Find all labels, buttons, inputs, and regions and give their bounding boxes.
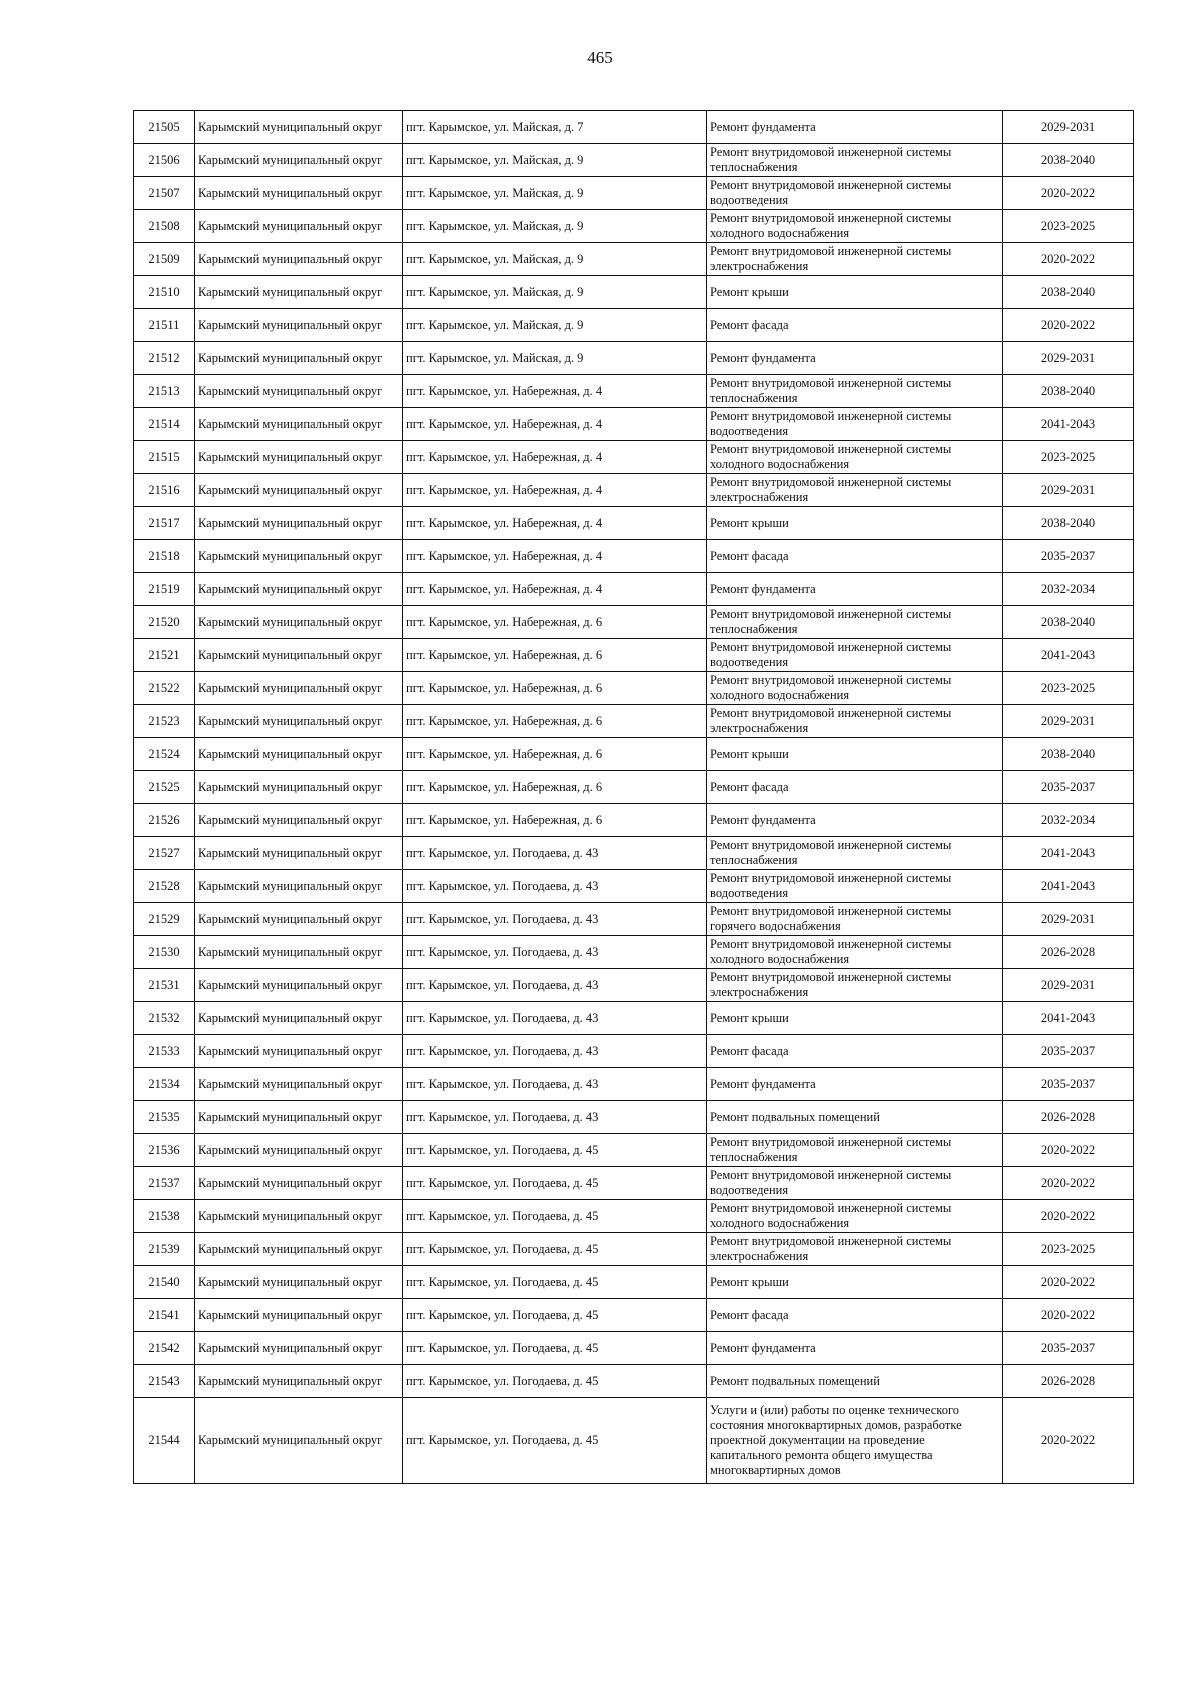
period-cell: 2038-2040 <box>1003 738 1134 771</box>
district-cell: Карымский муниципальный округ <box>195 606 403 639</box>
district-cell: Карымский муниципальный округ <box>195 540 403 573</box>
row-number-cell: 21508 <box>134 210 195 243</box>
district-cell: Карымский муниципальный округ <box>195 1101 403 1134</box>
row-number-cell: 21541 <box>134 1299 195 1332</box>
row-number-cell: 21539 <box>134 1233 195 1266</box>
district-cell: Карымский муниципальный округ <box>195 177 403 210</box>
row-number-cell: 21517 <box>134 507 195 540</box>
address-cell: пгт. Карымское, ул. Погодаева, д. 45 <box>403 1200 707 1233</box>
work-type-cell: Ремонт фасада <box>707 1299 1003 1332</box>
work-type-cell: Ремонт фундамента <box>707 342 1003 375</box>
work-type-cell: Ремонт внутридомовой инженерной системы теплоснабжения <box>707 1134 1003 1167</box>
work-type-cell: Ремонт внутридомовой инженерной системы водоотведения <box>707 1167 1003 1200</box>
address-cell: пгт. Карымское, ул. Набережная, д. 4 <box>403 408 707 441</box>
address-cell: пгт. Карымское, ул. Погодаева, д. 45 <box>403 1167 707 1200</box>
address-cell: пгт. Карымское, ул. Погодаева, д. 45 <box>403 1398 707 1484</box>
table-row <box>134 441 1134 474</box>
period-cell: 2029-2031 <box>1003 342 1134 375</box>
work-type-cell: Ремонт внутридомовой инженерной системы водоотведения <box>707 408 1003 441</box>
table-row <box>134 1398 1134 1484</box>
address-cell: пгт. Карымское, ул. Набережная, д. 6 <box>403 672 707 705</box>
address-cell: пгт. Карымское, ул. Набережная, д. 4 <box>403 507 707 540</box>
row-number-cell: 21506 <box>134 144 195 177</box>
row-number-cell: 21510 <box>134 276 195 309</box>
period-cell: 2029-2031 <box>1003 474 1134 507</box>
period-cell: 2038-2040 <box>1003 276 1134 309</box>
table-row <box>134 1365 1134 1398</box>
table-row <box>134 837 1134 870</box>
work-type-cell: Ремонт крыши <box>707 1266 1003 1299</box>
period-cell: 2020-2022 <box>1003 309 1134 342</box>
district-cell: Карымский муниципальный округ <box>195 738 403 771</box>
address-cell: пгт. Карымское, ул. Набережная, д. 6 <box>403 804 707 837</box>
address-cell: пгт. Карымское, ул. Погодаева, д. 43 <box>403 1002 707 1035</box>
district-cell: Карымский муниципальный округ <box>195 1035 403 1068</box>
row-number-cell: 21522 <box>134 672 195 705</box>
work-type-cell: Ремонт внутридомовой инженерной системы водоотведения <box>707 639 1003 672</box>
work-type-cell: Ремонт подвальных помещений <box>707 1365 1003 1398</box>
row-number-cell: 21525 <box>134 771 195 804</box>
row-number-cell: 21523 <box>134 705 195 738</box>
district-cell: Карымский муниципальный округ <box>195 639 403 672</box>
period-cell: 2035-2037 <box>1003 771 1134 804</box>
row-number-cell: 21537 <box>134 1167 195 1200</box>
page-number: 465 <box>587 48 613 67</box>
work-type-cell: Ремонт внутридомовой инженерной системы теплоснабжения <box>707 606 1003 639</box>
period-cell: 2035-2037 <box>1003 540 1134 573</box>
address-cell: пгт. Карымское, ул. Набережная, д. 4 <box>403 540 707 573</box>
table-row <box>134 1299 1134 1332</box>
period-cell: 2020-2022 <box>1003 1167 1134 1200</box>
address-cell: пгт. Карымское, ул. Погодаева, д. 43 <box>403 1035 707 1068</box>
work-type-cell: Ремонт фундамента <box>707 1332 1003 1365</box>
row-number-cell: 21509 <box>134 243 195 276</box>
district-cell: Карымский муниципальный округ <box>195 1266 403 1299</box>
work-type-cell: Ремонт внутридомовой инженерной системы теплоснабжения <box>707 837 1003 870</box>
address-cell: пгт. Карымское, ул. Погодаева, д. 45 <box>403 1134 707 1167</box>
period-cell: 2041-2043 <box>1003 639 1134 672</box>
period-cell: 2029-2031 <box>1003 969 1134 1002</box>
period-cell: 2038-2040 <box>1003 606 1134 639</box>
district-cell: Карымский муниципальный округ <box>195 474 403 507</box>
table-row <box>134 507 1134 540</box>
district-cell: Карымский муниципальный округ <box>195 1134 403 1167</box>
period-cell: 2032-2034 <box>1003 804 1134 837</box>
table-row <box>134 177 1134 210</box>
period-cell: 2038-2040 <box>1003 507 1134 540</box>
row-number-cell: 21533 <box>134 1035 195 1068</box>
district-cell: Карымский муниципальный округ <box>195 1299 403 1332</box>
address-cell: пгт. Карымское, ул. Погодаева, д. 43 <box>403 1101 707 1134</box>
work-type-cell: Ремонт внутридомовой инженерной системы холодного водоснабжения <box>707 1200 1003 1233</box>
address-cell: пгт. Карымское, ул. Погодаева, д. 43 <box>403 1068 707 1101</box>
address-cell: пгт. Карымское, ул. Погодаева, д. 45 <box>403 1233 707 1266</box>
district-cell: Карымский муниципальный округ <box>195 309 403 342</box>
row-number-cell: 21520 <box>134 606 195 639</box>
period-cell: 2023-2025 <box>1003 210 1134 243</box>
table-row <box>134 639 1134 672</box>
district-cell: Карымский муниципальный округ <box>195 1398 403 1484</box>
row-number-cell: 21529 <box>134 903 195 936</box>
table-row <box>134 705 1134 738</box>
period-cell: 2026-2028 <box>1003 1101 1134 1134</box>
address-cell: пгт. Карымское, ул. Погодаева, д. 43 <box>403 936 707 969</box>
work-type-cell: Ремонт внутридомовой инженерной системы холодного водоснабжения <box>707 210 1003 243</box>
address-cell: пгт. Карымское, ул. Майская, д. 9 <box>403 309 707 342</box>
work-type-cell: Ремонт фасада <box>707 540 1003 573</box>
district-cell: Карымский муниципальный округ <box>195 672 403 705</box>
work-type-cell: Ремонт внутридомовой инженерной системы электроснабжения <box>707 705 1003 738</box>
row-number-cell: 21531 <box>134 969 195 1002</box>
row-number-cell: 21507 <box>134 177 195 210</box>
period-cell: 2020-2022 <box>1003 243 1134 276</box>
address-cell: пгт. Карымское, ул. Набережная, д. 6 <box>403 738 707 771</box>
period-cell: 2029-2031 <box>1003 111 1134 144</box>
row-number-cell: 21505 <box>134 111 195 144</box>
work-type-cell: Ремонт фундамента <box>707 804 1003 837</box>
period-cell: 2032-2034 <box>1003 573 1134 606</box>
work-type-cell: Ремонт внутридомовой инженерной системы холодного водоснабжения <box>707 936 1003 969</box>
address-cell: пгт. Карымское, ул. Погодаева, д. 45 <box>403 1299 707 1332</box>
row-number-cell: 21542 <box>134 1332 195 1365</box>
table-row <box>134 870 1134 903</box>
table-row <box>134 1035 1134 1068</box>
address-cell: пгт. Карымское, ул. Набережная, д. 4 <box>403 474 707 507</box>
address-cell: пгт. Карымское, ул. Майская, д. 9 <box>403 210 707 243</box>
table-row <box>134 969 1134 1002</box>
work-type-cell: Ремонт крыши <box>707 276 1003 309</box>
work-type-cell: Ремонт внутридомовой инженерной системы электроснабжения <box>707 1233 1003 1266</box>
table-row <box>134 1134 1134 1167</box>
district-cell: Карымский муниципальный округ <box>195 705 403 738</box>
district-cell: Карымский муниципальный округ <box>195 111 403 144</box>
period-cell: 2038-2040 <box>1003 375 1134 408</box>
address-cell: пгт. Карымское, ул. Погодаева, д. 43 <box>403 903 707 936</box>
period-cell: 2035-2037 <box>1003 1332 1134 1365</box>
table-row <box>134 243 1134 276</box>
work-type-cell: Ремонт фундамента <box>707 111 1003 144</box>
table-row <box>134 606 1134 639</box>
district-cell: Карымский муниципальный округ <box>195 1068 403 1101</box>
row-number-cell: 21526 <box>134 804 195 837</box>
period-cell: 2020-2022 <box>1003 177 1134 210</box>
table-row <box>134 1101 1134 1134</box>
row-number-cell: 21530 <box>134 936 195 969</box>
address-cell: пгт. Карымское, ул. Майская, д. 9 <box>403 177 707 210</box>
address-cell: пгт. Карымское, ул. Погодаева, д. 43 <box>403 969 707 1002</box>
district-cell: Карымский муниципальный округ <box>195 936 403 969</box>
period-cell: 2041-2043 <box>1003 837 1134 870</box>
table-row <box>134 210 1134 243</box>
work-type-cell: Ремонт внутридомовой инженерной системы горячего водоснабжения <box>707 903 1003 936</box>
period-cell: 2020-2022 <box>1003 1266 1134 1299</box>
table-row <box>134 474 1134 507</box>
address-cell: пгт. Карымское, ул. Набережная, д. 4 <box>403 375 707 408</box>
row-number-cell: 21518 <box>134 540 195 573</box>
district-cell: Карымский муниципальный округ <box>195 573 403 606</box>
row-number-cell: 21535 <box>134 1101 195 1134</box>
address-cell: пгт. Карымское, ул. Набережная, д. 6 <box>403 639 707 672</box>
period-cell: 2041-2043 <box>1003 870 1134 903</box>
table-row <box>134 375 1134 408</box>
row-number-cell: 21528 <box>134 870 195 903</box>
row-number-cell: 21521 <box>134 639 195 672</box>
district-cell: Карымский муниципальный округ <box>195 408 403 441</box>
district-cell: Карымский муниципальный округ <box>195 1233 403 1266</box>
district-cell: Карымский муниципальный округ <box>195 837 403 870</box>
row-number-cell: 21543 <box>134 1365 195 1398</box>
work-type-cell: Ремонт крыши <box>707 738 1003 771</box>
row-number-cell: 21536 <box>134 1134 195 1167</box>
address-cell: пгт. Карымское, ул. Набережная, д. 4 <box>403 441 707 474</box>
work-type-cell: Ремонт внутридомовой инженерной системы теплоснабжения <box>707 144 1003 177</box>
row-number-cell: 21534 <box>134 1068 195 1101</box>
table-row <box>134 1332 1134 1365</box>
row-number-cell: 21519 <box>134 573 195 606</box>
district-cell: Карымский муниципальный округ <box>195 144 403 177</box>
district-cell: Карымский муниципальный округ <box>195 969 403 1002</box>
district-cell: Карымский муниципальный округ <box>195 870 403 903</box>
row-number-cell: 21516 <box>134 474 195 507</box>
period-cell: 2020-2022 <box>1003 1134 1134 1167</box>
work-type-cell: Услуги и (или) работы по оценке технического состояния многоквартирных домов, разработке проектной документации на проведение капитального ремонта общего имущества многоквартирных домов <box>707 1398 1003 1484</box>
row-number-cell: 21515 <box>134 441 195 474</box>
row-number-cell: 21540 <box>134 1266 195 1299</box>
district-cell: Карымский муниципальный округ <box>195 771 403 804</box>
work-type-cell: Ремонт внутридомовой инженерной системы холодного водоснабжения <box>707 672 1003 705</box>
work-type-cell: Ремонт внутридомовой инженерной системы водоотведения <box>707 177 1003 210</box>
table-row <box>134 903 1134 936</box>
work-type-cell: Ремонт внутридомовой инженерной системы электроснабжения <box>707 474 1003 507</box>
work-type-cell: Ремонт внутридомовой инженерной системы электроснабжения <box>707 969 1003 1002</box>
district-cell: Карымский муниципальный округ <box>195 507 403 540</box>
work-type-cell: Ремонт фасада <box>707 309 1003 342</box>
table-row <box>134 1233 1134 1266</box>
district-cell: Карымский муниципальный округ <box>195 1332 403 1365</box>
table-row <box>134 1200 1134 1233</box>
row-number-cell: 21511 <box>134 309 195 342</box>
table-row <box>134 1266 1134 1299</box>
district-cell: Карымский муниципальный округ <box>195 210 403 243</box>
district-cell: Карымский муниципальный округ <box>195 1167 403 1200</box>
period-cell: 2029-2031 <box>1003 903 1134 936</box>
table-row <box>134 342 1134 375</box>
table-row <box>134 276 1134 309</box>
address-cell: пгт. Карымское, ул. Погодаева, д. 45 <box>403 1365 707 1398</box>
table-row <box>134 672 1134 705</box>
table-row <box>134 1167 1134 1200</box>
address-cell: пгт. Карымское, ул. Погодаева, д. 43 <box>403 870 707 903</box>
table-row <box>134 540 1134 573</box>
work-type-cell: Ремонт крыши <box>707 1002 1003 1035</box>
district-cell: Карымский муниципальный округ <box>195 276 403 309</box>
table-row <box>134 408 1134 441</box>
row-number-cell: 21524 <box>134 738 195 771</box>
row-number-cell: 21532 <box>134 1002 195 1035</box>
address-cell: пгт. Карымское, ул. Набережная, д. 6 <box>403 705 707 738</box>
district-cell: Карымский муниципальный округ <box>195 375 403 408</box>
work-type-cell: Ремонт внутридомовой инженерной системы холодного водоснабжения <box>707 441 1003 474</box>
table-body <box>134 111 1134 1484</box>
period-cell: 2023-2025 <box>1003 672 1134 705</box>
address-cell: пгт. Карымское, ул. Погодаева, д. 43 <box>403 837 707 870</box>
period-cell: 2020-2022 <box>1003 1398 1134 1484</box>
period-cell: 2023-2025 <box>1003 1233 1134 1266</box>
row-number-cell: 21538 <box>134 1200 195 1233</box>
address-cell: пгт. Карымское, ул. Набережная, д. 6 <box>403 771 707 804</box>
work-type-cell: Ремонт фундамента <box>707 1068 1003 1101</box>
address-cell: пгт. Карымское, ул. Майская, д. 7 <box>403 111 707 144</box>
work-type-cell: Ремонт внутридомовой инженерной системы водоотведения <box>707 870 1003 903</box>
address-cell: пгт. Карымское, ул. Майская, д. 9 <box>403 276 707 309</box>
address-cell: пгт. Карымское, ул. Набережная, д. 6 <box>403 606 707 639</box>
period-cell: 2035-2037 <box>1003 1068 1134 1101</box>
row-number-cell: 21527 <box>134 837 195 870</box>
address-cell: пгт. Карымское, ул. Майская, д. 9 <box>403 342 707 375</box>
table-row <box>134 771 1134 804</box>
work-type-cell: Ремонт подвальных помещений <box>707 1101 1003 1134</box>
table-row <box>134 738 1134 771</box>
district-cell: Карымский муниципальный округ <box>195 903 403 936</box>
address-cell: пгт. Карымское, ул. Майская, д. 9 <box>403 144 707 177</box>
table-row <box>134 936 1134 969</box>
address-cell: пгт. Карымское, ул. Майская, д. 9 <box>403 243 707 276</box>
district-cell: Карымский муниципальный округ <box>195 1002 403 1035</box>
period-cell: 2023-2025 <box>1003 441 1134 474</box>
period-cell: 2029-2031 <box>1003 705 1134 738</box>
table-row <box>134 1002 1134 1035</box>
table-row <box>134 144 1134 177</box>
table-row <box>134 111 1134 144</box>
row-number-cell: 21512 <box>134 342 195 375</box>
table-row <box>134 573 1134 606</box>
address-cell: пгт. Карымское, ул. Погодаева, д. 45 <box>403 1266 707 1299</box>
district-cell: Карымский муниципальный округ <box>195 342 403 375</box>
work-type-cell: Ремонт внутридомовой инженерной системы электроснабжения <box>707 243 1003 276</box>
district-cell: Карымский муниципальный округ <box>195 804 403 837</box>
row-number-cell: 21514 <box>134 408 195 441</box>
address-cell: пгт. Карымское, ул. Погодаева, д. 45 <box>403 1332 707 1365</box>
district-cell: Карымский муниципальный округ <box>195 441 403 474</box>
period-cell: 2020-2022 <box>1003 1200 1134 1233</box>
work-type-cell: Ремонт фасада <box>707 1035 1003 1068</box>
period-cell: 2035-2037 <box>1003 1035 1134 1068</box>
capital-repair-table <box>133 110 1134 1484</box>
table-row <box>134 1068 1134 1101</box>
table-row <box>134 309 1134 342</box>
period-cell: 2026-2028 <box>1003 936 1134 969</box>
table-row <box>134 804 1134 837</box>
period-cell: 2041-2043 <box>1003 1002 1134 1035</box>
work-type-cell: Ремонт фасада <box>707 771 1003 804</box>
period-cell: 2041-2043 <box>1003 408 1134 441</box>
row-number-cell: 21544 <box>134 1398 195 1484</box>
row-number-cell: 21513 <box>134 375 195 408</box>
district-cell: Карымский муниципальный округ <box>195 243 403 276</box>
work-type-cell: Ремонт внутридомовой инженерной системы теплоснабжения <box>707 375 1003 408</box>
work-type-cell: Ремонт фундамента <box>707 573 1003 606</box>
period-cell: 2026-2028 <box>1003 1365 1134 1398</box>
address-cell: пгт. Карымское, ул. Набережная, д. 4 <box>403 573 707 606</box>
period-cell: 2038-2040 <box>1003 144 1134 177</box>
district-cell: Карымский муниципальный округ <box>195 1365 403 1398</box>
work-type-cell: Ремонт крыши <box>707 507 1003 540</box>
period-cell: 2020-2022 <box>1003 1299 1134 1332</box>
district-cell: Карымский муниципальный округ <box>195 1200 403 1233</box>
